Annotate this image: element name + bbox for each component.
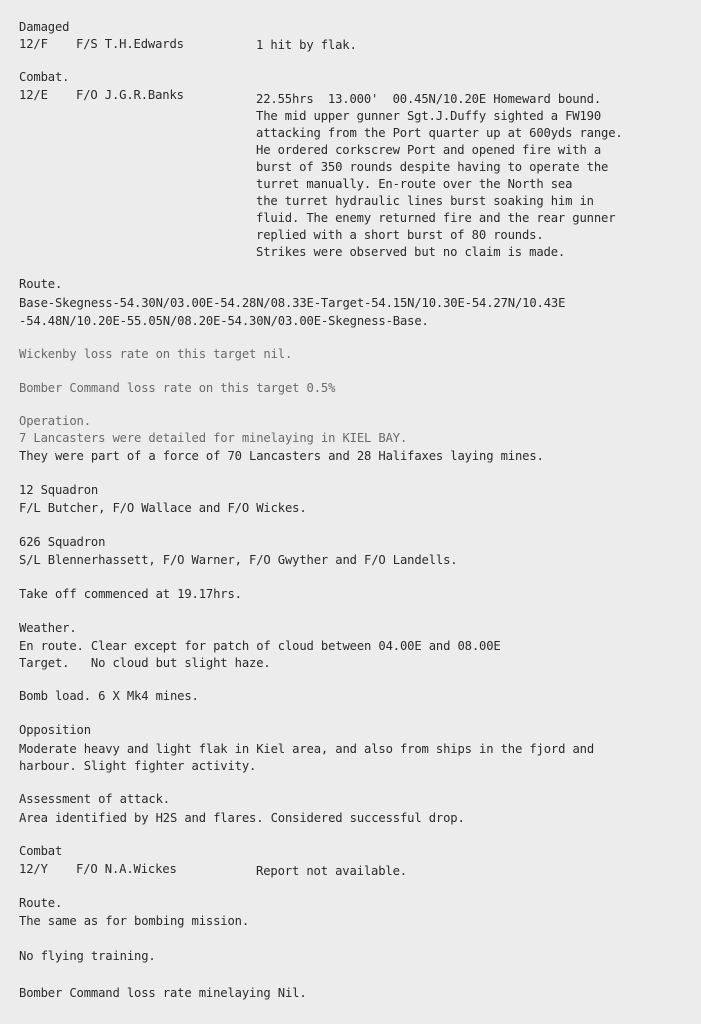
opposition-heading: Opposition bbox=[19, 723, 91, 737]
combat-report-line: 22.55hrs 13.000' 00.45N/10.20E Homeward bound. bbox=[256, 92, 601, 106]
combat-2-heading: Combat bbox=[19, 844, 63, 858]
no-flying-training: No flying training. bbox=[19, 949, 156, 963]
opposition-line: Moderate heavy and light flak in Kiel area, and also from ships in the fjord and bbox=[19, 742, 594, 756]
squadron-12-heading: 12 Squadron bbox=[19, 483, 99, 497]
route-2-heading: Route. bbox=[19, 896, 63, 910]
minelaying-loss-rate: Bomber Command loss rate minelaying Nil. bbox=[19, 986, 307, 1000]
route-heading: Route. bbox=[19, 277, 63, 291]
combat-2-crew: F/O N.A.Wickes bbox=[76, 862, 177, 876]
combat-report-line: replied with a short burst of 80 rounds. bbox=[256, 228, 544, 242]
combat-report-line: turret manually. En-route over the North sea bbox=[256, 177, 573, 191]
combat-heading: Combat. bbox=[19, 70, 70, 84]
damaged-note: 1 hit by flak. bbox=[256, 38, 357, 52]
combat-report-line: The mid upper gunner Sgt.J.Duffy sighted a FW190 bbox=[256, 109, 601, 123]
assessment-heading: Assessment of attack. bbox=[19, 792, 170, 806]
combat-crew: F/O J.G.R.Banks bbox=[76, 88, 184, 102]
operation-heading: Operation. bbox=[19, 414, 91, 428]
weather-enroute: En route. Clear except for patch of cloud between 04.00E and 08.00E bbox=[19, 639, 501, 653]
combat-2-aircraft: 12/Y bbox=[19, 862, 48, 876]
bomb-load: Bomb load. 6 X Mk4 mines. bbox=[19, 689, 199, 703]
bomber-command-loss-rate: Bomber Command loss rate on this target 0.5% bbox=[19, 381, 336, 395]
damaged-heading: Damaged bbox=[19, 20, 70, 34]
combat-2-note: Report not available. bbox=[256, 864, 407, 878]
damaged-aircraft: 12/F bbox=[19, 37, 48, 51]
damaged-crew: F/S T.H.Edwards bbox=[76, 37, 184, 51]
assessment-line: Area identified by H2S and flares. Considered successful drop. bbox=[19, 811, 465, 825]
route-line: Base-Skegness-54.30N/03.00E-54.28N/08.33E-Target-54.15N/10.30E-54.27N/10.43E bbox=[19, 296, 566, 310]
combat-report-line: burst of 350 rounds despite having to operate the bbox=[256, 160, 609, 174]
squadron-626-crews: S/L Blennerhassett, F/O Warner, F/O Gwyther and F/O Landells. bbox=[19, 553, 458, 567]
weather-heading: Weather. bbox=[19, 621, 77, 635]
squadron-12-crews: F/L Butcher, F/O Wallace and F/O Wickes. bbox=[19, 501, 307, 515]
operation-line: They were part of a force of 70 Lancasters and 28 Halifaxes laying mines. bbox=[19, 449, 544, 463]
route-line: -54.48N/10.20E-55.05N/08.20E-54.30N/03.00E-Skegness-Base. bbox=[19, 314, 429, 328]
combat-aircraft: 12/E bbox=[19, 88, 48, 102]
route-2-line: The same as for bombing mission. bbox=[19, 914, 249, 928]
combat-report-line: attacking from the Port quarter up at 600yds range. bbox=[256, 126, 623, 140]
wickenby-loss-rate: Wickenby loss rate on this target nil. bbox=[19, 347, 293, 361]
opposition-line: harbour. Slight fighter activity. bbox=[19, 759, 257, 773]
operation-line: 7 Lancasters were detailed for minelaying in KIEL BAY. bbox=[19, 431, 408, 445]
combat-report-line: Strikes were observed but no claim is made. bbox=[256, 245, 566, 259]
weather-target: Target. No cloud but slight haze. bbox=[19, 656, 271, 670]
combat-report-line: fluid. The enemy returned fire and the rear gunner bbox=[256, 211, 616, 225]
combat-report-line: He ordered corkscrew Port and opened fire with a bbox=[256, 143, 601, 157]
combat-report-line: the turret hydraulic lines burst soaking him in bbox=[256, 194, 594, 208]
squadron-626-heading: 626 Squadron bbox=[19, 535, 106, 549]
takeoff-time: Take off commenced at 19.17hrs. bbox=[19, 587, 242, 601]
